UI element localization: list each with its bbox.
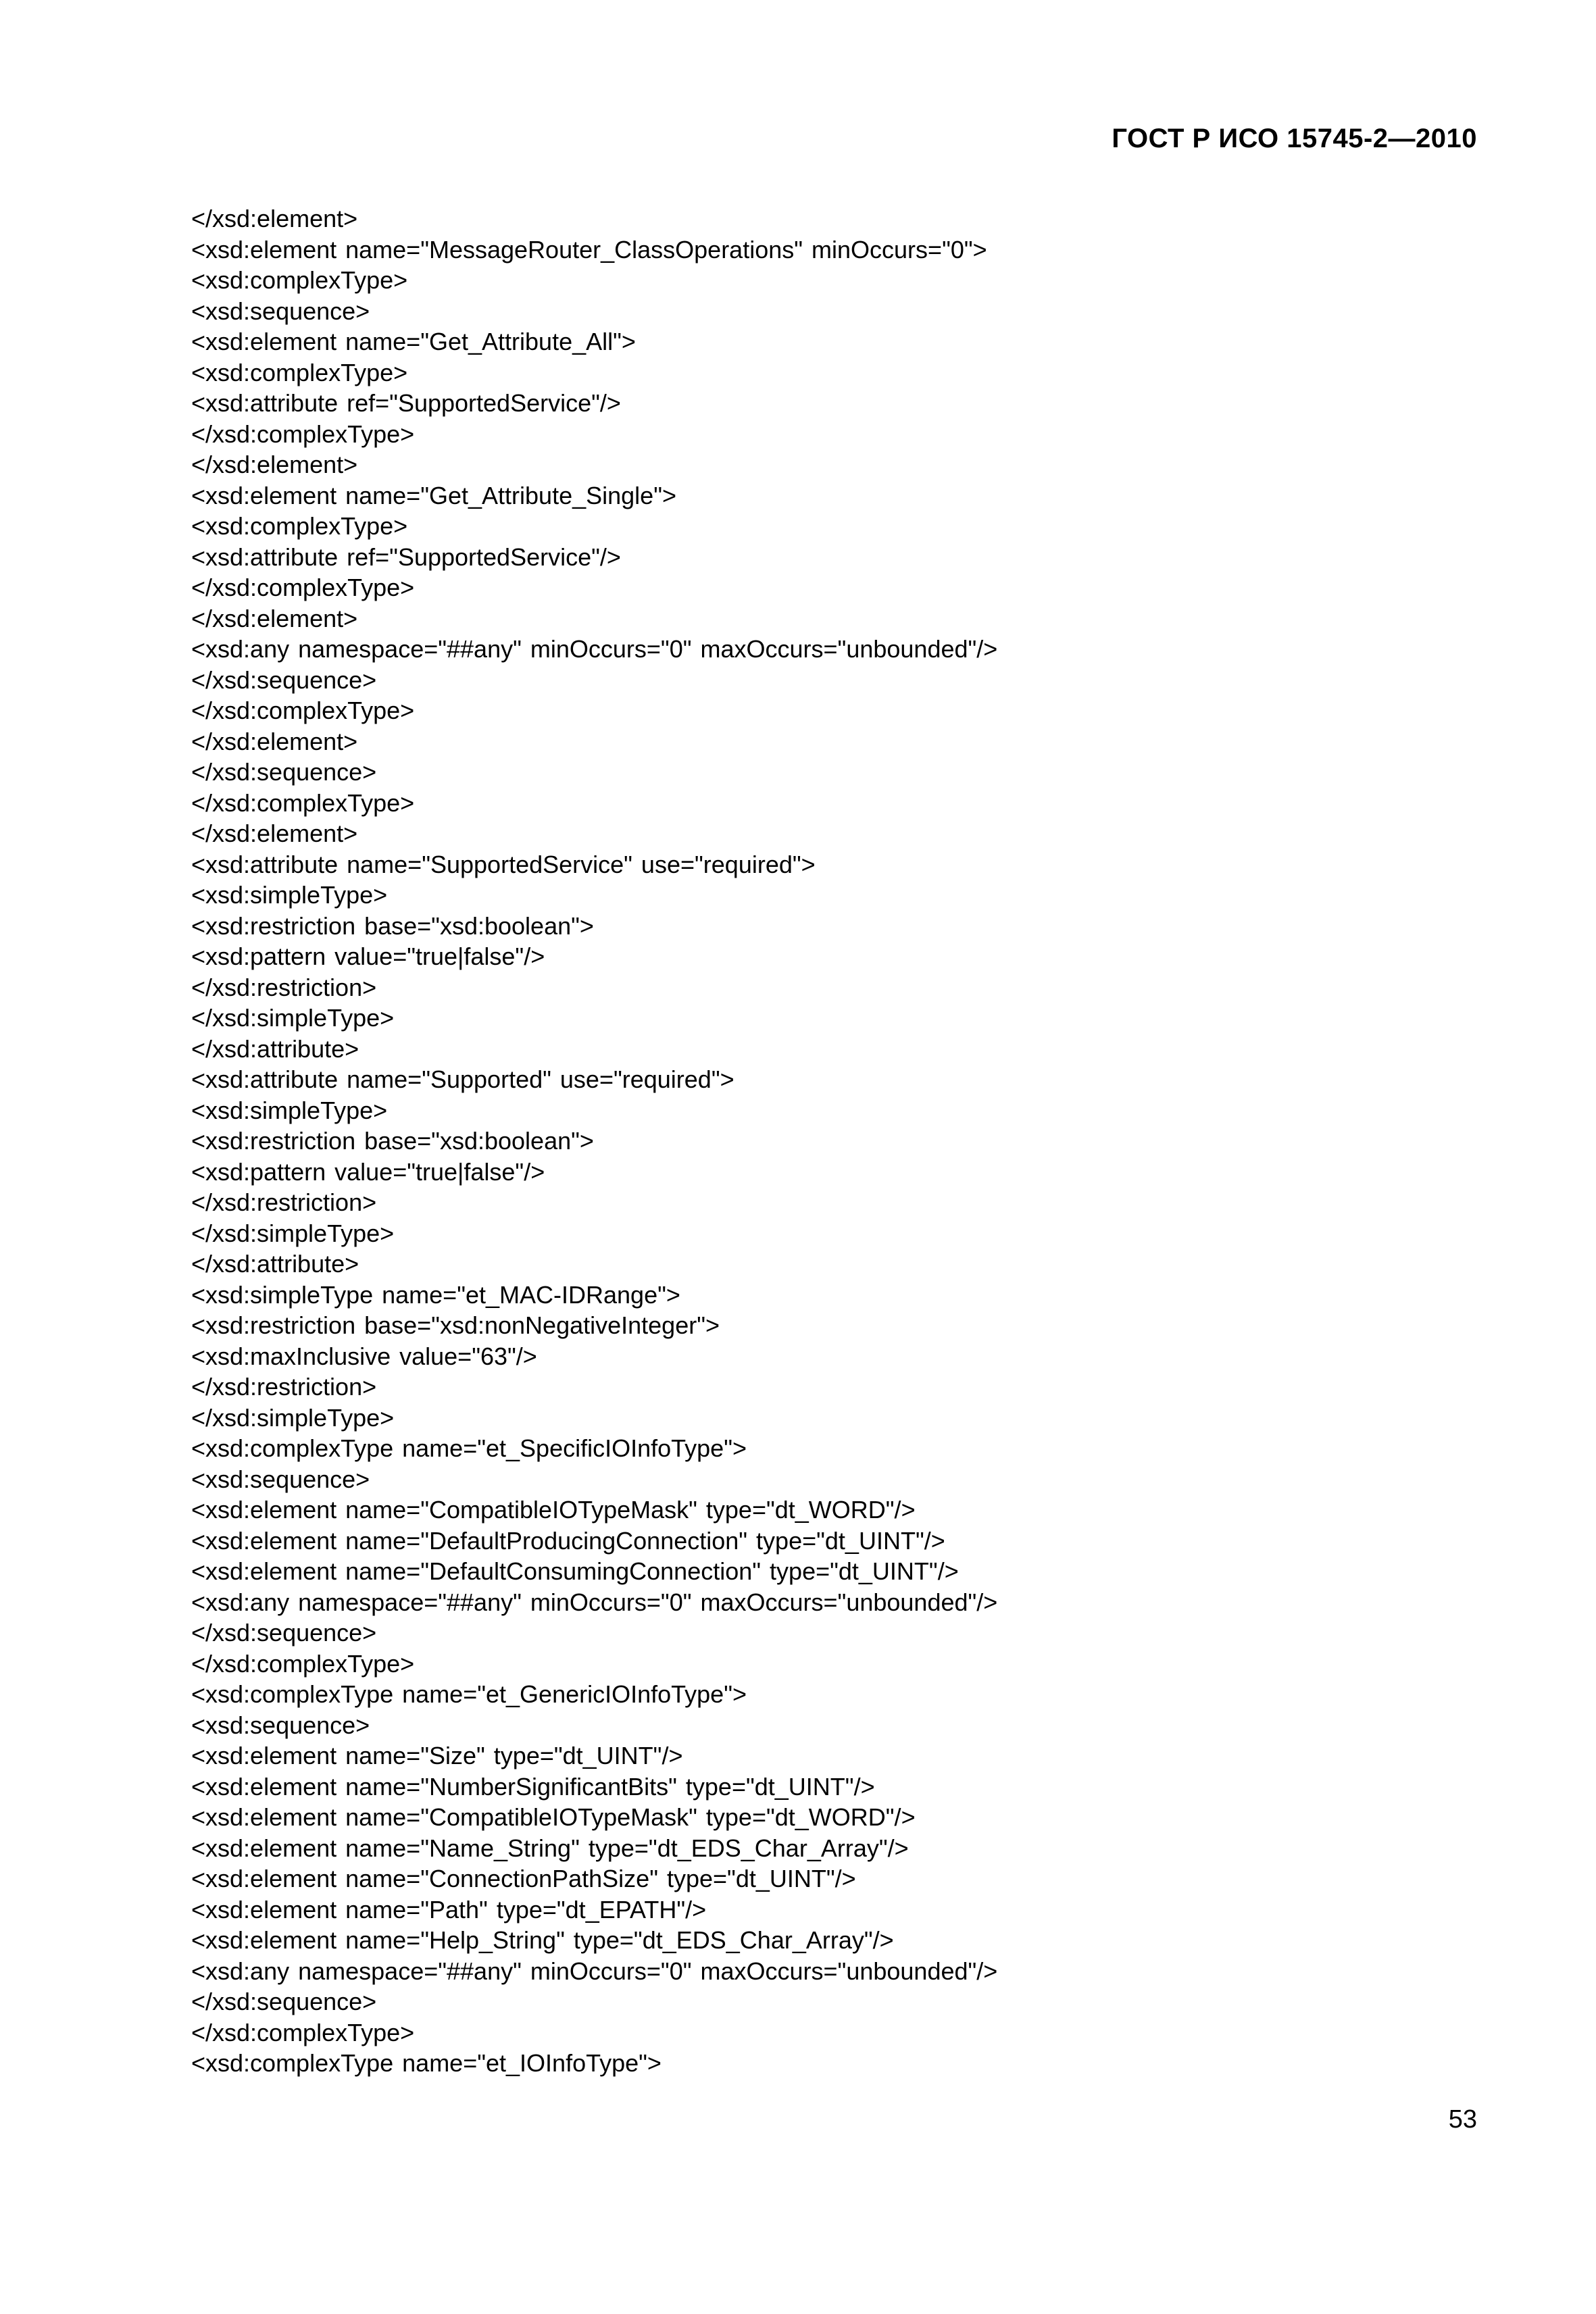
document-header: ГОСТ Р ИСО 15745-2—2010 (1112, 124, 1477, 153)
code-line: </xsd:complexType> (191, 2018, 415, 2046)
code-line: <xsd:restriction base="xsd:boolean"> (191, 1127, 594, 1155)
code-line: <xsd:simpleType name="et_MAC-IDRange"> (191, 1280, 680, 1309)
code-line: <xsd:any namespace="##any" minOccurs="0" maxOccurs="unbounded"/> (191, 635, 998, 663)
code-line: </xsd:restriction> (191, 1188, 377, 1216)
code-line: <xsd:simpleType> (191, 881, 388, 909)
code-line: </xsd:sequence> (191, 1988, 377, 2015)
code-line: </xsd:complexType> (191, 697, 415, 724)
code-line: </xsd:attribute> (191, 1250, 359, 1278)
code-line: <xsd:any namespace="##any" minOccurs="0" maxOccurs="unbounded"/> (191, 1957, 998, 1985)
code-line: <xsd:complexType> (191, 358, 408, 386)
code-line: <xsd:attribute ref="SupportedService"/> (191, 543, 621, 571)
code-line: </xsd:element> (191, 451, 358, 478)
code-line: <xsd:sequence> (191, 1465, 370, 1493)
xsd-code-listing (191, 203, 997, 2079)
code-line: </xsd:simpleType> (191, 1219, 395, 1247)
code-line: <xsd:element name="DefaultProducingConnection" type="dt_UINT"/> (191, 1526, 945, 1555)
code-line: <xsd:element name="Path" type="dt_EPATH"/> (191, 1895, 707, 1923)
code-line: <xsd:element name="CompatibleIOTypeMask" type="dt_WORD"/> (191, 1496, 916, 1524)
code-line: </xsd:simpleType> (191, 1004, 395, 1032)
code-line: <xsd:element name="DefaultConsumingConnection" type="dt_UINT"/> (191, 1557, 959, 1585)
code-line: </xsd:restriction> (191, 973, 377, 1001)
code-line: </xsd:element> (191, 820, 358, 847)
code-line: </xsd:complexType> (191, 1649, 415, 1678)
code-line: <xsd:attribute ref="SupportedService"/> (191, 389, 621, 417)
code-line: </xsd:restriction> (191, 1373, 377, 1401)
code-line: </xsd:element> (191, 604, 358, 632)
code-line: <xsd:complexType> (191, 266, 408, 294)
code-line: </xsd:sequence> (191, 665, 377, 694)
code-line: <xsd:element name="NumberSignificantBits" type="dt_UINT"/> (191, 1772, 875, 1801)
code-line: <xsd:pattern value="true|false"/> (191, 942, 545, 970)
code-line: <xsd:element name="Get_Attribute_All"> (191, 328, 636, 355)
code-line: <xsd:element name="Size" type="dt_UINT"/> (191, 1742, 683, 1769)
code-line: <xsd:maxInclusive value="63"/> (191, 1342, 537, 1370)
code-line: <xsd:element name="Name_String" type="dt_EDS_Char_Array"/> (191, 1834, 909, 1862)
page-number: 53 (1448, 2105, 1477, 2134)
code-line: <xsd:attribute name="Supported" use="required"> (191, 1065, 734, 1093)
code-line: </xsd:element> (191, 205, 358, 232)
code-line: <xsd:element name="Help_String" type="dt_EDS_Char_Array"/> (191, 1926, 894, 1954)
code-line: <xsd:sequence> (191, 297, 370, 325)
code-line: <xsd:complexType> (191, 512, 408, 540)
code-line: <xsd:simpleType> (191, 1096, 388, 1124)
code-line: <xsd:attribute name="SupportedService" use="required"> (191, 850, 816, 878)
code-line: </xsd:simpleType> (191, 1403, 395, 1432)
code-line: <xsd:pattern value="true|false"/> (191, 1157, 545, 1186)
code-line: <xsd:complexType name="et_SpecificIOInfoType"> (191, 1434, 747, 1462)
code-line: </xsd:complexType> (191, 574, 415, 601)
code-line: <xsd:any namespace="##any" minOccurs="0" maxOccurs="unbounded"/> (191, 1588, 998, 1616)
code-line: </xsd:sequence> (191, 1619, 377, 1646)
code-line: </xsd:sequence> (191, 758, 377, 786)
code-line: <xsd:complexType name="et_GenericIOInfoType"> (191, 1680, 747, 1708)
code-line: <xsd:restriction base="xsd:boolean"> (191, 911, 594, 940)
code-line: </xsd:element> (191, 727, 358, 755)
code-line: </xsd:complexType> (191, 420, 415, 448)
code-line: </xsd:attribute> (191, 1034, 359, 1063)
code-line: <xsd:element name="Get_Attribute_Single"> (191, 481, 676, 509)
code-line: <xsd:element name="MessageRouter_ClassOperations" minOccurs="0"> (191, 235, 987, 263)
code-line: <xsd:restriction base="xsd:nonNegativeInteger"> (191, 1311, 720, 1339)
code-line: <xsd:sequence> (191, 1711, 370, 1739)
code-line: <xsd:complexType name="et_IOInfoType"> (191, 2049, 662, 2077)
code-line: <xsd:element name="CompatibleIOTypeMask" type="dt_WORD"/> (191, 1803, 916, 1831)
code-line: <xsd:element name="ConnectionPathSize" type="dt_UINT"/> (191, 1865, 856, 1892)
code-line: </xsd:complexType> (191, 788, 415, 817)
